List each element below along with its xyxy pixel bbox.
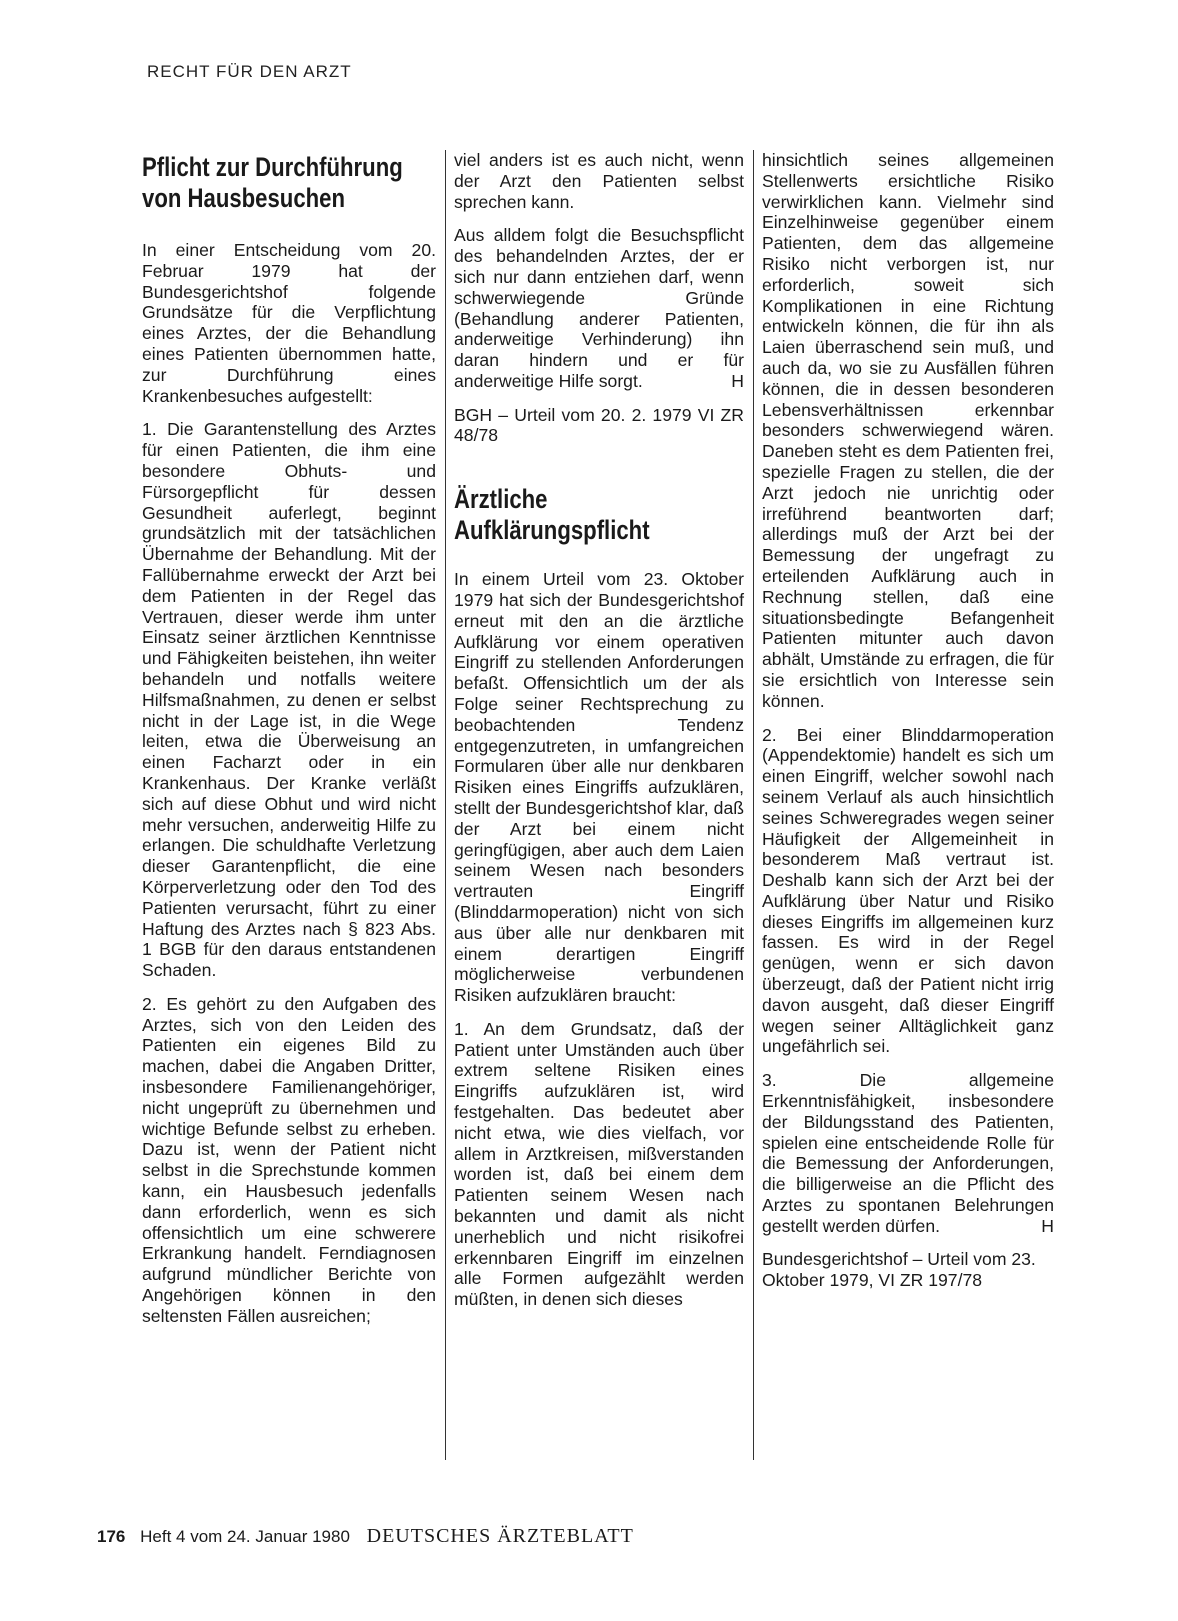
article-1-point-2: 2. Es gehört zu den Aufgaben des Arztes, sich von den Leiden des Patienten ein eigenes Bild zu machen, dabei die Angaben Dritter, insbesondere Familienangehöriger, nicht ungeprüft zu übernehmen und wichtige Befunde selbst zu erheben. Dazu ist, wenn der Patient nicht selbst in die Sprechstunde kommen kann, ein Hausbesuch jedenfalls dann erforderlich, wenn es sich offensichtlich um eine schwerere Erkrankung handelt. Ferndiagnosen aufgrund mündlicher Berichte von Angehörigen können in den seltensten Fällen ausreichen; xyxy=(142,993,436,1326)
article-2-citation: Bundesgerichtshof – Urteil vom 23. Oktober 1979, VI ZR 197/78 xyxy=(762,1249,1036,1291)
article-1-signature: H xyxy=(731,370,744,391)
article-2-signature: H xyxy=(1041,1215,1054,1236)
article-2-intro: In einem Urteil vom 23. Oktober 1979 hat sich der Bundesgerichtshof erneut mit den an die ärztliche Aufklärung vor einem operativen Eingriff zu stellenden Anforderungen befaßt. Offensichtlich um der als Folge seiner Rechtsprechung zu beobachtenden Tendenz entgegenzutreten, in umfangreichen Formularen über alle nur denkbaren Risiken eines Eingriffs aufzuklären, stellt der Bundesgerichtshof klar, daß der Arzt bei einem nicht geringfügigen, aber auch dem Laien seinem Wesen nach besonders vertrauten Eingriff (Blinddarmoperation) nicht von sich aus über alle nur denkbaren mit einem derartigen Eingriff möglicherweise verbundenen Risiken aufzuklären braucht: xyxy=(454,569,744,1006)
article-1-point-1: 1. Die Garantenstellung des Arztes für einen Patienten, die ihm eine besondere Obhuts- und Fürsorgepflicht für dessen Gesundheit auferlegt, beginnt grundsätzlich mit der tatsächlichen Übernahme der Behandlung. Mit der Fallübernahme erweckt der Arzt bei dem Patienten in der Regel das Vertrauen, dieser werde ihm unter Einsatz seiner ärztlichen Kenntnisse und Fähigkeiten beistehen, ihn weiter behandeln und notfalls weitere Hilfsmaßnahmen, zu denen er selbst nicht in der Lage ist, in die Wege leiten, etwa die Überweisung an einen Facharzt oder in ein Krankenhaus. Der Kranke verläßt sich auf diese Obhut und wird nicht mehr versuchen, anderweitig Hilfe zu erlangen. Die schuldhafte Verletzung dieser Garantenpflicht, die eine Körperverletzung oder den Tod des Patienten verursacht, führt zu einer Haftung des Arztes nach § 823 Abs. 1 BGB für den daraus entstandenen Schaden. xyxy=(142,419,436,981)
article-1-citation: BGH – Urteil vom 20. 2. 1979 VI ZR 48/78 xyxy=(454,404,744,446)
article-2-title: Ärztliche Aufklärungspflicht xyxy=(454,484,650,546)
magazine-name: DEUTSCHES ÄRZTEBLATT xyxy=(366,1525,634,1547)
page-footer xyxy=(97,1525,634,1548)
column-2 xyxy=(454,150,744,1323)
article-2-point-2: 2. Bei einer Blinddarmoperation (Appendektomie) handelt es sich um einen Eingriff, welcher sowohl nach seinem Verlauf als auch hinsichtlich seines Schweregrades wegen seiner Häufigkeit der Allgemeinheit in besonderem Maß vertraut ist. Deshalb kann sich der Arzt bei der Aufklärung über Natur und Risiko dieses Eingriffs im allgemeinen kurz fassen. Es wird in der Regel genügen, wenn er sich davon überzeugt, daß der Patient nicht irrig davon ausgeht, daß dieser Eingriff wegen seiner Alltäglichkeit ganz ungefährlich sei. xyxy=(762,724,1054,1057)
column-3 xyxy=(762,150,1054,1304)
column-divider xyxy=(753,150,754,1460)
article-1-conclusion: Aus alldem folgt die Besuchspflicht des behandelnden Arztes, der er sich nur dann entziehen darf, wenn schwerwiegende Gründe (Behandlung anderer Patienten, anderweitige Verhinderung) ihn daran hindern und er für anderweitige Hilfe sorgt. xyxy=(454,225,744,391)
article-2-point-1-cont: hinsichtlich seines allgemeinen Stellenwerts ersichtliche Risiko verwirklichen kann. Vielmehr sind Einzelhinweise gegenüber einem Patienten, dem das allgemeine Risiko nicht verborgen ist, nur erforderlich, soweit sich Komplikationen in eine Richtung entwickeln können, die für ihn als Laien überraschend sein muß, und auch da, wo sie zu Ausfällen führen können, die in dessen besonderen Lebensverhältnissen erkennbar besonders schwerwiegend wären. Daneben steht es dem Patienten frei, spezielle Fragen zu stellen, die der Arzt jedoch nie unrichtig oder irreführend beantworten darf; allerdings muß der Arzt bei der Bemessung der ungefragt zu erteilenden Aufklärung auch in Rechnung stellen, daß eine situationsbedingte Befangenheit Patienten mitunter auch davon abhält, Umstände zu erfragen, die für sie ersichtlich von Interesse sein können. xyxy=(762,150,1054,711)
issue-info: Heft 4 vom 24. Januar 1980 xyxy=(140,1527,350,1546)
article-1-point-2-cont: viel anders ist es auch nicht, wenn der Arzt den Patienten selbst sprechen kann. xyxy=(454,150,744,212)
column-1 xyxy=(142,150,436,1340)
running-head: RECHT FÜR DEN ARZT xyxy=(147,62,352,81)
article-2-point-3: 3. Die allgemeine Erkenntnisfähigkeit, insbesondere der Bildungsstand des Patienten, spielen eine entscheidende Rolle für die Bemessung der Anforderungen, die billigerweise an die Pflicht des Arztes zu spontanen Belehrungen gestellt werden dürfen. xyxy=(762,1070,1054,1236)
article-1-intro: In einer Entscheidung vom 20. Februar 1979 hat der Bundesgerichtshof folgende Grundsätze für die Verpflichtung eines Arztes, der die Behandlung eines Patienten übernommen hatte, zur Durchführung eines Krankenbesuches aufgestellt: xyxy=(142,240,436,406)
page-number: 176 xyxy=(97,1527,126,1546)
article-1-title: Pflicht zur Durchführung von Hausbesuchen xyxy=(142,152,403,213)
article-2-point-1: 1. An dem Grundsatz, daß der Patient unter Umständen auch über extrem seltene Risiken eines Eingriffs aufzuklären ist, wird festgehalten. Das bedeutet aber nicht etwa, wie dies vielfach, vor allem in Arztkreisen, mißverstanden worden ist, daß bei einem dem Patienten seinem Wesen nach bekannten und damit als nicht unerheblich und nicht risikofrei erkennbaren Eingriff im einzelnen alle Formen aufgezählt werden müßten, in denen sich dieses xyxy=(454,1018,744,1310)
column-divider xyxy=(445,150,446,1460)
